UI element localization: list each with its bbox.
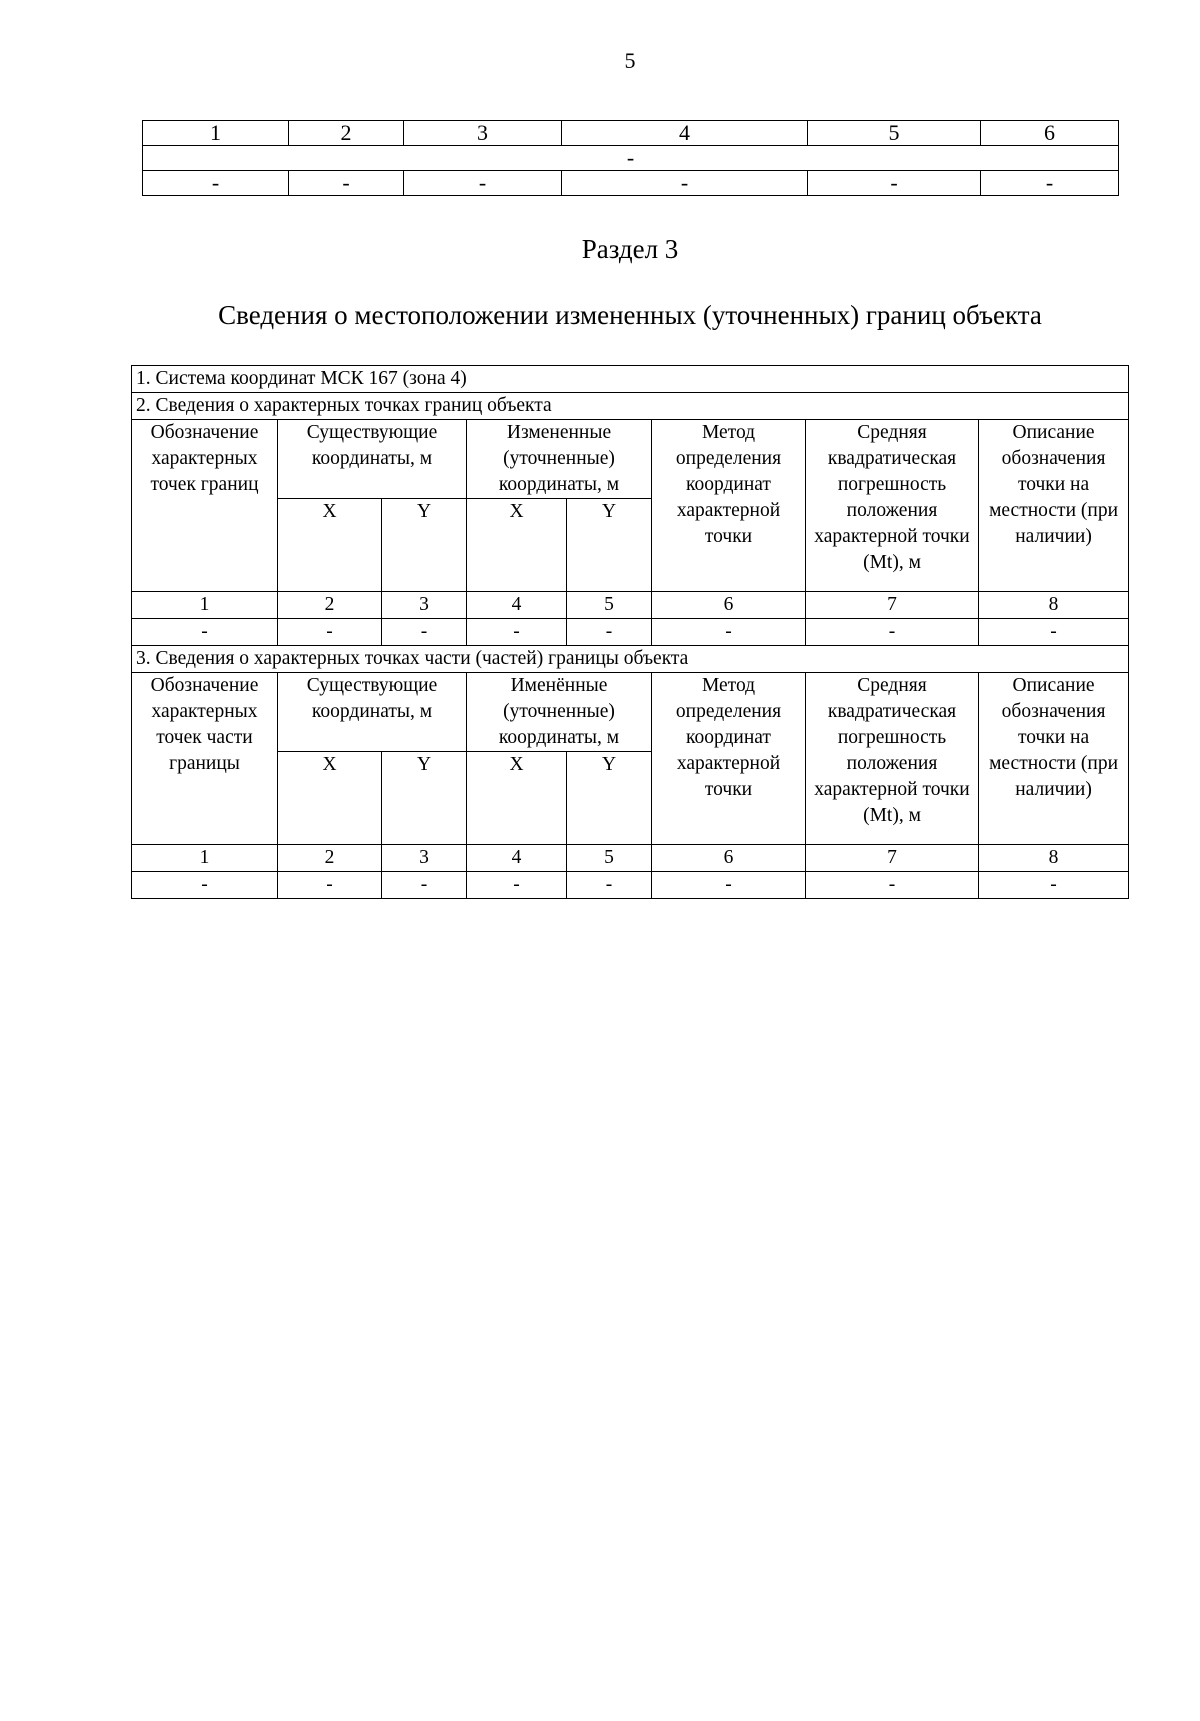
value-cell: -: [467, 872, 567, 899]
header-y: Y: [567, 499, 652, 592]
top-table-merged-row: [143, 146, 1119, 171]
part2-value-row: [132, 619, 1129, 646]
header-error: Средняя квадратическая погрешность положения характерной точки (Mt), м: [806, 673, 979, 845]
top-table-value-cell: -: [143, 171, 289, 196]
top-table-header-cell: 4: [562, 121, 808, 146]
header-y: Y: [382, 499, 467, 592]
top-table-header-cell: 2: [289, 121, 404, 146]
column-number: 1: [132, 845, 278, 872]
header-x: X: [467, 752, 567, 845]
column-number: 8: [979, 845, 1129, 872]
value-cell: -: [132, 872, 278, 899]
top-table-header-cell: 1: [143, 121, 289, 146]
value-cell: -: [806, 619, 979, 646]
value-cell: -: [567, 619, 652, 646]
part2-title-cell: 2. Сведения о характерных точках границ объекта: [132, 393, 1129, 420]
header-designation: Обозначение характерных точек границ: [132, 420, 278, 592]
header-existing-coords: Существующие координаты, м: [278, 420, 467, 499]
header-changed-coords: Именённые (уточненные) координаты, м: [467, 673, 652, 752]
top-table-value-cell: -: [562, 171, 808, 196]
column-number: 3: [382, 845, 467, 872]
top-table-header-cell: 6: [981, 121, 1119, 146]
top-table: [142, 120, 1119, 196]
part3-value-row: [132, 872, 1129, 899]
header-description: Описание обозначения точки на местности (при наличии): [979, 420, 1129, 592]
top-table-value-cell: -: [981, 171, 1119, 196]
column-number: 4: [467, 592, 567, 619]
column-number: 6: [652, 592, 806, 619]
top-table-value-cell: -: [289, 171, 404, 196]
top-table-header-cell: 3: [404, 121, 562, 146]
value-cell: -: [132, 619, 278, 646]
header-y: Y: [567, 752, 652, 845]
part3-number-row: [132, 845, 1129, 872]
column-number: 2: [278, 845, 382, 872]
value-cell: -: [382, 619, 467, 646]
value-cell: -: [652, 619, 806, 646]
header-method: Метод определения координат характерной точки: [652, 673, 806, 845]
coord-system-cell: 1. Система координат МСК 167 (зона 4): [132, 366, 1129, 393]
header-x: X: [467, 499, 567, 592]
top-table-value-row: [143, 171, 1119, 196]
header-method: Метод определения координат характерной точки: [652, 420, 806, 592]
column-number: 4: [467, 845, 567, 872]
part3-header-row: [132, 673, 1129, 752]
part2-header-row: [132, 420, 1129, 499]
part2-number-row: [132, 592, 1129, 619]
part2-title-row: [132, 393, 1129, 420]
section-subtitle: Сведения о местоположении измененных (уточненных) границ объекта: [218, 300, 1042, 330]
value-cell: -: [278, 619, 382, 646]
top-table-header-row: [143, 121, 1119, 146]
column-number: 3: [382, 592, 467, 619]
section-heading: Раздел 3: [581, 234, 679, 264]
column-number: 6: [652, 845, 806, 872]
coord-system-row: [132, 366, 1129, 393]
top-table-header-cell: 5: [808, 121, 981, 146]
part3-title-row: [132, 646, 1129, 673]
header-x: X: [278, 499, 382, 592]
column-number: 2: [278, 592, 382, 619]
header-changed-coords: Измененные (уточненные) координаты, м: [467, 420, 652, 499]
column-number: 7: [806, 845, 979, 872]
value-cell: -: [652, 872, 806, 899]
column-number: 5: [567, 845, 652, 872]
top-table-value-cell: -: [404, 171, 562, 196]
value-cell: -: [467, 619, 567, 646]
value-cell: -: [979, 872, 1129, 899]
header-y: Y: [382, 752, 467, 845]
column-number: 7: [806, 592, 979, 619]
column-number: 5: [567, 592, 652, 619]
column-number: 8: [979, 592, 1129, 619]
value-cell: -: [567, 872, 652, 899]
top-table-value-cell: -: [808, 171, 981, 196]
header-existing-coords: Существующие координаты, м: [278, 673, 467, 752]
header-x: X: [278, 752, 382, 845]
page-number: 5: [624, 48, 636, 73]
value-cell: -: [979, 619, 1129, 646]
boundary-points-table: [131, 365, 1129, 899]
header-designation: Обозначение характерных точек части границы: [132, 673, 278, 845]
column-number: 1: [132, 592, 278, 619]
value-cell: -: [382, 872, 467, 899]
header-description: Описание обозначения точки на местности (при наличии): [979, 673, 1129, 845]
header-error: Средняя квадратическая погрешность положения характерной точки (Mt), м: [806, 420, 979, 592]
top-table-merged-cell: -: [143, 146, 1119, 171]
part3-title-cell: 3. Сведения о характерных точках части (частей) границы объекта: [132, 646, 1129, 673]
value-cell: -: [278, 872, 382, 899]
value-cell: -: [806, 872, 979, 899]
